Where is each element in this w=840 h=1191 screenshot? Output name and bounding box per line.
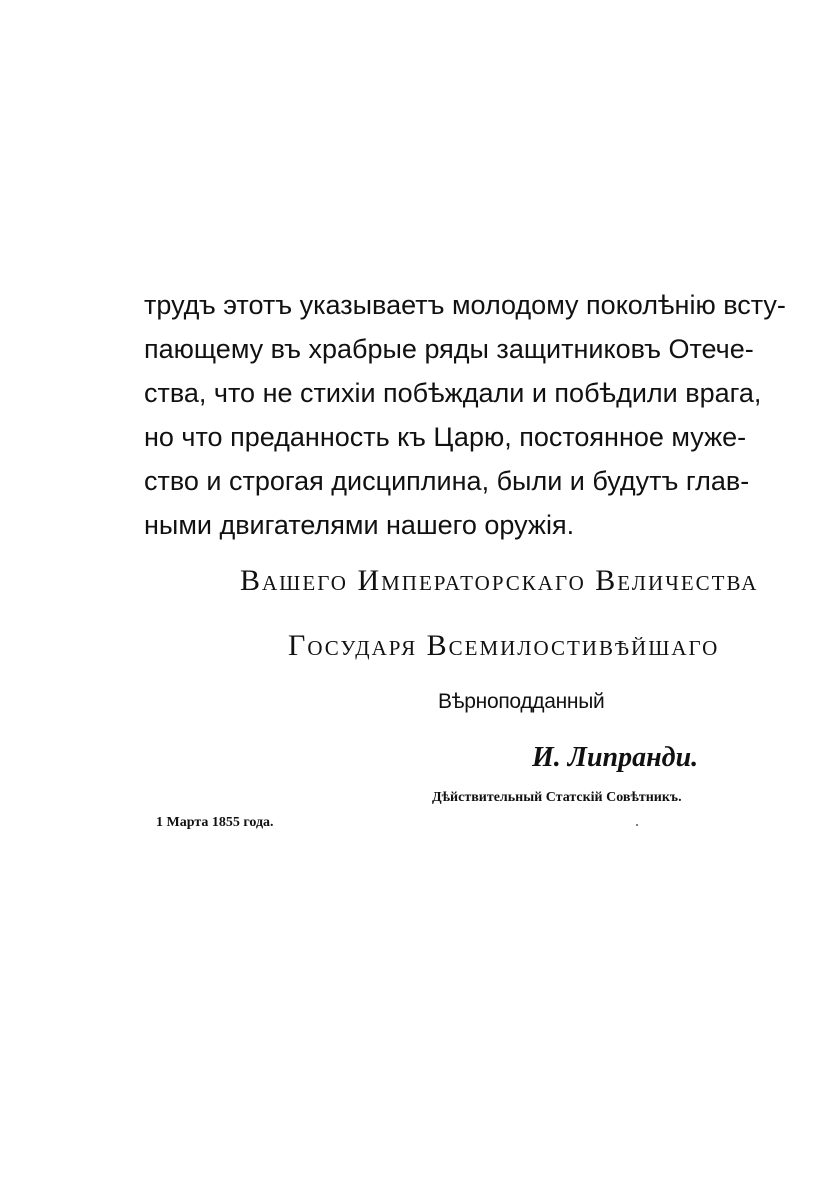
signer-rank: Дѣйствительный Статскій Совѣтникъ. bbox=[432, 790, 682, 805]
body-paragraph bbox=[144, 283, 786, 547]
subject-title: Вѣрноподданный bbox=[438, 690, 605, 713]
address-line-majesty: Вашего Императорскаго Величества bbox=[240, 564, 759, 597]
body-line: ство и строгая дисциплина, были и будутъ глав- bbox=[144, 466, 750, 496]
body-line: но что преданность къ Царю, постоянное муже- bbox=[144, 422, 747, 452]
body-line: ными двигателями нашего оружія. bbox=[144, 510, 575, 540]
body-line: трудъ этотъ указываетъ молодому поколѣнію всту- bbox=[144, 290, 786, 320]
date-line: 1 Марта 1855 года. bbox=[156, 815, 274, 830]
signature: И. Липранди. bbox=[532, 742, 699, 773]
paper-speck bbox=[636, 824, 638, 826]
body-line: пающему въ храбрые ряды защитниковъ Отече- bbox=[144, 334, 754, 364]
body-line: ства, что не стихіи побѣждали и побѣдили врага, bbox=[144, 378, 762, 408]
address-line-sovereign: Государя Всемилостивѣйшаго bbox=[288, 629, 720, 662]
